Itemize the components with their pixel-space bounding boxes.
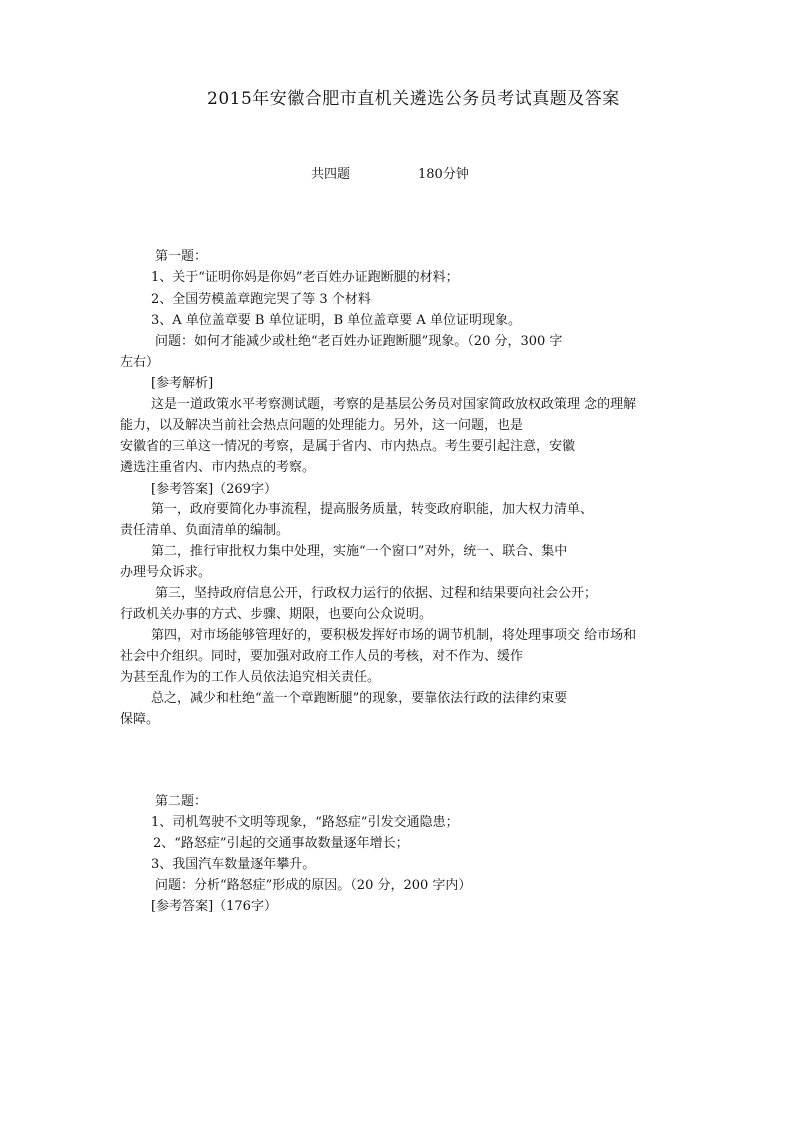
q1-material-2: 2、全国劳模盖章跑完哭了等 3 个材料 <box>151 292 371 307</box>
q1-answer-line: 为甚至乱作为的工作人员依法追究相关责任。 <box>120 670 381 685</box>
q1-analysis-label: [参考解析] <box>151 376 214 391</box>
q1-answer-line: 第三，坚持政府信息公开，行政权力运行的依据、过程和结果要向社会公开； <box>155 586 598 601</box>
q1-question-cont: 左右） <box>120 355 160 370</box>
q1-heading: 第一题： <box>155 249 208 264</box>
q2-answer-label: [参考答案]（176字） <box>151 899 277 914</box>
q1-answer-line: 行政机关办事的方式、步骤、期限，也要向公众说明。 <box>120 607 433 622</box>
q2-heading: 第二题： <box>155 794 208 809</box>
q1-answer-line: 保障。 <box>120 712 160 727</box>
question-count: 共四题 <box>311 167 351 182</box>
q2-material-1: 1、司机驾驶不文明等现象，“路怒症”引发交通隐患； <box>151 815 459 830</box>
q1-material-3: 3、A 单位盖章要 B 单位证明，B 单位盖章要 A 单位证明现象。 <box>151 313 521 328</box>
q2-material-3: 3、我国汽车数量逐年攀升。 <box>151 857 316 872</box>
q1-analysis-line: 能力，以及解决当前社会热点问题的处理能力。另外，这一问题，也是 <box>120 418 524 433</box>
q1-analysis-line: 这是一道政策水平考察测试题，考察的是基层公务员对国家简政放权政策理 念的理解 <box>151 397 637 412</box>
q1-answer-line: 第一，政府要简化办事流程，提高服务质量，转变政府职能，加大权力清单、 <box>151 502 594 517</box>
q1-answer-line: 第二，推行审批权力集中处理，实施“一个窗口”对外，统一、联合、集中 <box>151 544 568 559</box>
q1-analysis-line: 遴选注重省内、市内热点的考察。 <box>120 460 316 475</box>
q1-answer-line: 第四，对市场能够管理好的，要积极发挥好市场的调节机制，将处理事项交 给市场和 <box>151 628 637 643</box>
q1-answer-line: 总之，减少和杜绝“盖一个章跑断腿”的现象，要靠依法行政的法律约束要 <box>151 691 568 706</box>
q1-question: 问题：如何才能减少或杜绝“老百姓办证跑断腿”现象。（20 分，300 字 <box>155 334 563 349</box>
q1-answer-line: 办理号众诉求。 <box>120 565 212 580</box>
q1-answer-label: [参考答案]（269字） <box>151 482 277 497</box>
q1-material-1: 1、关于“证明你妈是你妈”老百姓办证跑断腿的材料； <box>151 270 459 285</box>
document-title: 2015年安徽合肥市直机关遴选公务员考试真题及答案 <box>207 89 620 109</box>
q1-answer-line: 社会中介组织。同时，要加强对政府工作人员的考核，对不作为、缓作 <box>120 649 524 664</box>
exam-duration: 180分钟 <box>418 167 469 182</box>
q1-analysis-line: 安徽省的三单这一情况的考察，是属于省内、市内热点。考生要引起注意，安徽 <box>120 439 576 454</box>
q2-question: 问题：分析“路怒症”形成的原因。（20 分，200 字内） <box>155 878 472 893</box>
q2-material-2: 2、“路怒症”引起的交通事故数量逐年增长； <box>153 836 409 851</box>
q1-answer-line: 责任清单、负面清单的编制。 <box>120 523 290 538</box>
